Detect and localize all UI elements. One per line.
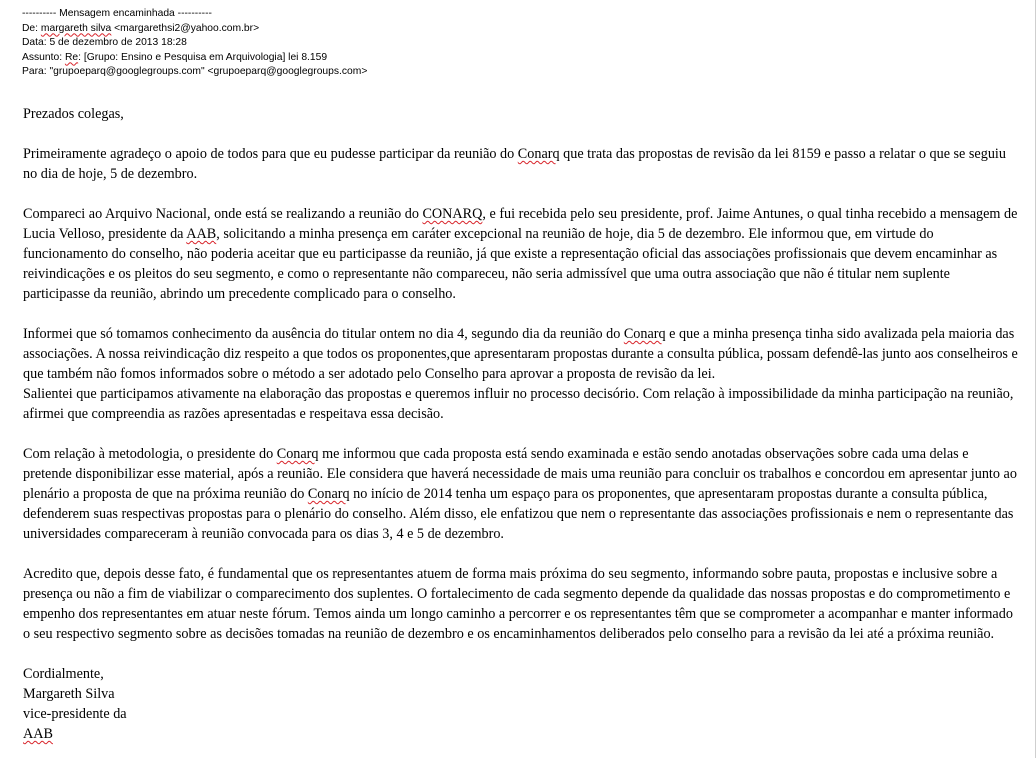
sender-name: margareth silva	[40, 22, 112, 34]
sender-email: <margarethsi2@yahoo.com.br>	[111, 22, 260, 34]
signature-title: vice-presidente da AAB	[23, 706, 127, 742]
greeting: Prezados colegas,	[23, 106, 124, 122]
forwarded-message-header	[22, 7, 367, 80]
paragraph-1: Primeiramente agradeço o apoio de todos para que eu pudesse participar da reunião do Conarq que trata das propostas de revisão da lei 8159 e passo a relatar o que se seguiu no dia de hoje, 5 de dezembro.	[23, 146, 1006, 182]
signature-name: Margareth Silva	[23, 686, 115, 702]
from-line: De: margareth silva <margarethsi2@yahoo.com.br>	[22, 22, 260, 34]
signature-block	[23, 664, 1018, 744]
subject-line: Assunto: Re: [Grupo: Ensino e Pesquisa em Arquivologia] lei 8.159	[22, 51, 328, 63]
paragraph-5: Acredito que, depois desse fato, é fundamental que os representantes atuem de forma mais próxima do seu segmento, informando sobre pauta, propostas e inclusive sobre a presença ou não a fim de viabilizar o comparecimento dos suplentes. O fortalecimento de cada segmento depende da qualidade das nossas propostas e do comprometimento e empenho dos representantes em atuar neste fórum. Temos ainda um longo caminho a percorrer e os representantes têm que se comprometer a acompanhar e manter informado o seu respectivo segmento sobre as decisões tomadas na reunião de dezembro e os encaminhamentos deliberados pelo conselho para a revisão da lei até a próxima reunião.	[23, 566, 1013, 642]
to-line: Para: "grupoeparq@googlegroups.com" <grupoeparq@googlegroups.com>	[22, 66, 368, 77]
message-body	[23, 104, 1018, 744]
paragraph-3: Informei que só tomamos conhecimento da ausência do titular ontem no dia 4, segundo dia da reunião do Conarq e que a minha presença tinha sido avalizada pela maioria das associações. A nossa reivindicação diz respeito a que todos os proponentes,que apresentaram propostas durante a consulta pública, possam defendê-las junto aos conselheiros e que também não fomos informados sobre o método a ser adotado pelo Conselho para aprovar a proposta de revisão da lei. Salientei que participamos ativamente na elaboração das propostas e queremos influir no processo decisório. Com relação à impossibilidade da minha participação na reunião, afirmei que compreendia as razões apresentadas e respeitava essa decisão.	[23, 326, 1018, 422]
forward-separator: ---------- Mensagem encaminhada ----------	[22, 8, 212, 19]
closing: Cordialmente,	[23, 666, 104, 682]
paragraph-4: Com relação à metodologia, o presidente do Conarq me informou que cada proposta está sendo examinada e estão sendo anotadas observações sobre cada uma delas e pretende disponibilizar esse material, após a reunião. Ele considera que haverá necessidade de mais uma reunião para concluir os trabalhos e concordou em apresentar junto ao plenário a proposta de que na próxima reunião do Conarq no início de 2014 tenha um espaço para os proponentes, que apresentaram propostas durante a consulta pública, defenderem suas respectivas propostas para o plenário do conselho. Além disso, ele enfatizou que nem o representante das associações profissionais e nem o representante das universidades compareceram à reunião convocada para os dias 3, 4 e 5 de dezembro.	[23, 446, 1017, 542]
paragraph-2: Compareci ao Arquivo Nacional, onde está se realizando a reunião do CONARQ, e fui recebida pelo seu presidente, prof. Jaime Antunes, o qual tinha recebido a mensagem de Lucia Velloso, presidente da AAB, solicitando a minha presença em caráter excepcional na reunião de hoje, dia 5 de dezembro. Ele informou que, em virtude do funcionamento do conselho, não poderia aceitar que eu participasse da reunião, já que existe a representação oficial das associações profissionais que devem encaminhar as reivindicações e os pleitos do seu segmento, e como o representante não compareceu, não seria admissível que uma outra associação que não é titular nem suplente participasse da reunião, abrindo um precedente complicado para o conselho.	[23, 206, 1018, 302]
date-line: Data: 5 de dezembro de 2013 18:28	[22, 37, 187, 48]
